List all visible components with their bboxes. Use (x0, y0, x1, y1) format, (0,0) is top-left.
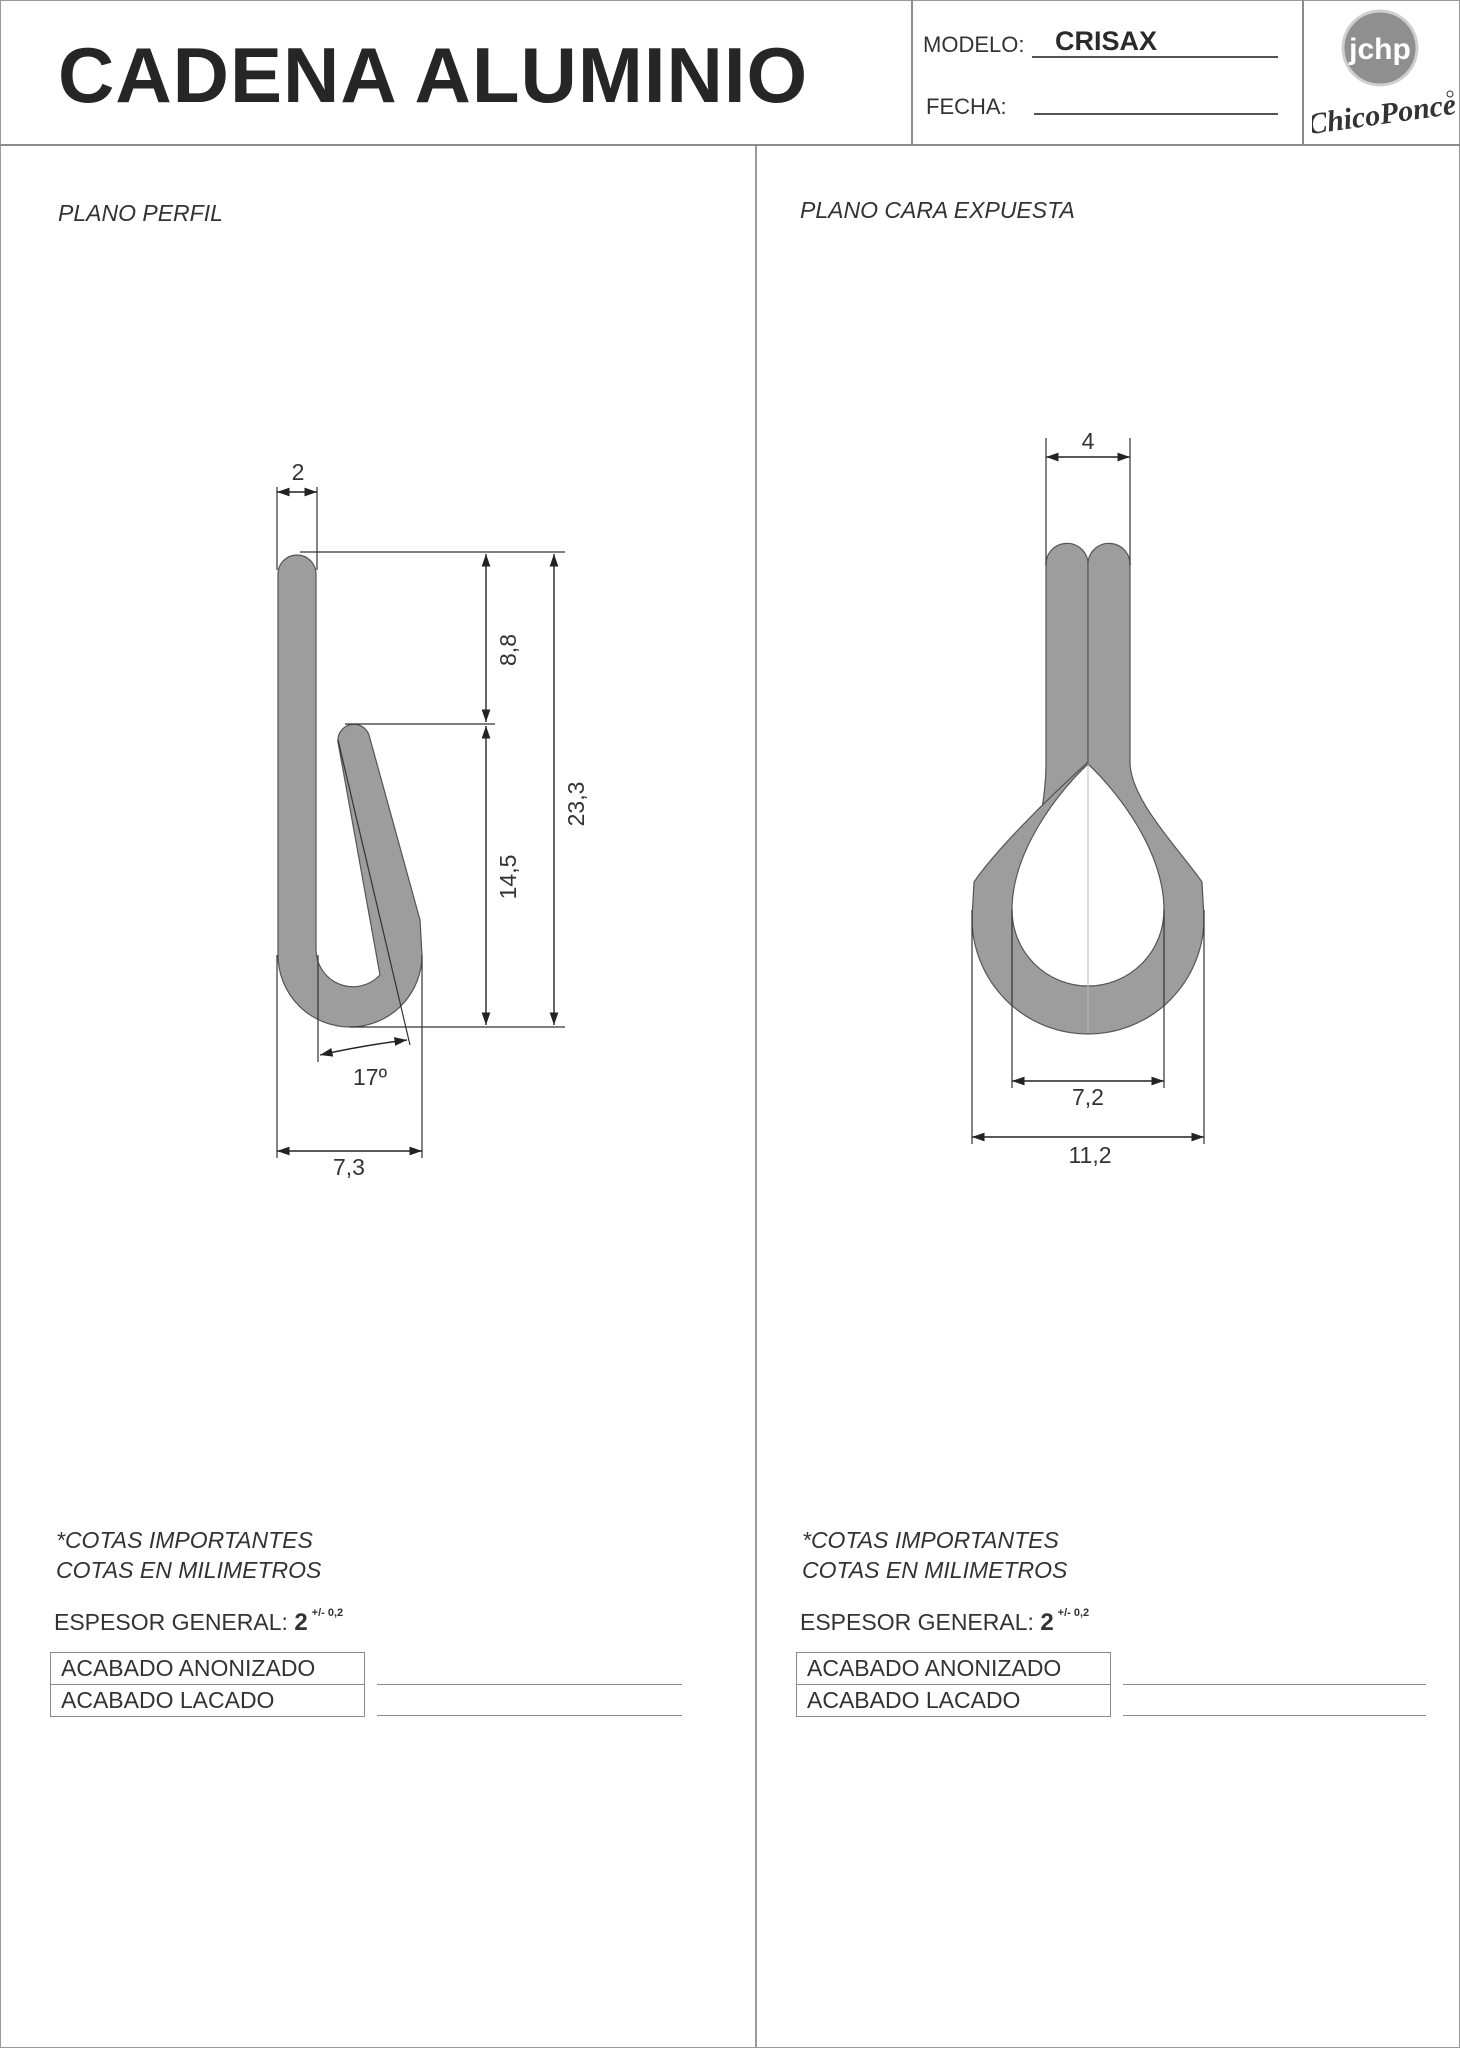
fecha-label: FECHA: (926, 94, 1007, 119)
dim-total-height: 23,3 (563, 781, 589, 827)
espesor-label: ESPESOR GENERAL: (54, 1609, 288, 1635)
dim-inner-width: 7,2 (1072, 1084, 1104, 1110)
dim-lower-height: 14,5 (495, 854, 521, 900)
header-divider (911, 0, 913, 146)
left-section-title: PLANO PERFIL (58, 200, 223, 226)
finish-option: ACABADO LACADO (797, 1685, 1111, 1717)
technical-drawing (0, 146, 1460, 1246)
logo-brand-text: ChicoPonce (1312, 87, 1456, 140)
note-line: *COTAS IMPORTANTES (802, 1527, 1059, 1553)
left-finish-table (50, 1652, 365, 1717)
table-row (51, 1653, 365, 1685)
table-row (51, 1685, 365, 1717)
finish-fill-line (1123, 1715, 1426, 1716)
note-line: COTAS EN MILIMETROS (802, 1557, 1068, 1583)
dim-outer-width: 11,2 (1068, 1142, 1112, 1168)
espesor-value: 2 (1040, 1609, 1054, 1636)
fecha-underline (1034, 113, 1278, 115)
espesor-tolerance: +/- 0,2 (1057, 1607, 1090, 1619)
finish-option: ACABADO ANONIZADO (797, 1653, 1111, 1685)
page-title: CADENA ALUMINIO (58, 31, 809, 119)
left-espesor (54, 1607, 343, 1637)
title-block (0, 0, 1460, 146)
finish-fill-line (377, 1715, 682, 1716)
modelo-underline (1032, 56, 1278, 58)
dim-angle: 17º (353, 1064, 387, 1090)
table-row (797, 1653, 1111, 1685)
finish-option: ACABADO LACADO (51, 1685, 365, 1717)
brand-logo (1312, 6, 1456, 140)
espesor-tolerance: +/- 0,2 (311, 1607, 344, 1619)
dim-width-bottom: 7,3 (333, 1154, 365, 1180)
note-line: *COTAS IMPORTANTES (56, 1527, 313, 1553)
dim-width-top: 2 (291, 459, 305, 485)
header-divider (1302, 0, 1304, 146)
right-notes (802, 1525, 1067, 1585)
right-finish-table (796, 1652, 1111, 1717)
dim-arc-angle (320, 1040, 407, 1055)
right-section-title: PLANO CARA EXPUESTA (800, 197, 1075, 223)
table-row (797, 1685, 1111, 1717)
modelo-label: MODELO: (923, 32, 1025, 57)
espesor-value: 2 (294, 1609, 308, 1636)
profile-drawing (277, 459, 589, 1180)
note-line: COTAS EN MILIMETROS (56, 1557, 322, 1583)
dim-face-width-top: 4 (1081, 428, 1095, 454)
left-notes (56, 1525, 321, 1585)
finish-fill-line (1123, 1684, 1426, 1685)
espesor-label: ESPESOR GENERAL: (800, 1609, 1034, 1635)
right-espesor (800, 1607, 1089, 1637)
face-drawing (972, 428, 1204, 1168)
finish-option: ACABADO ANONIZADO (51, 1653, 365, 1685)
finish-fill-line (377, 1684, 682, 1685)
dim-upper-height: 8,8 (495, 634, 521, 666)
modelo-value: CRISAX (1055, 26, 1158, 56)
logo-monogram: jchp (1349, 33, 1411, 66)
